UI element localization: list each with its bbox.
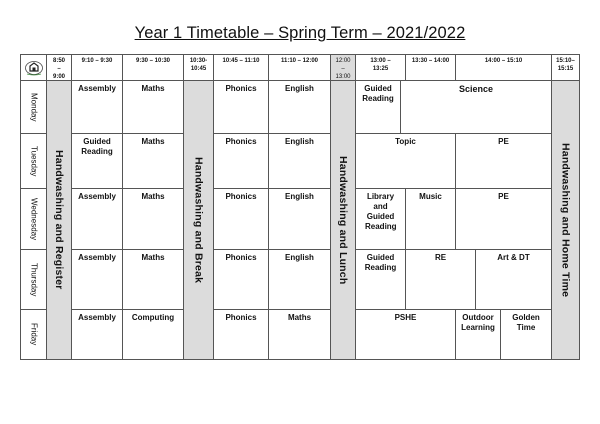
time-header-1330: 13:30 – 14:00: [405, 54, 456, 81]
page-title: Year 1 Timetable – Spring Term – 2021/2022: [134, 24, 466, 42]
lesson-friday-mid2: Maths: [268, 309, 331, 360]
school-logo-icon: [24, 59, 44, 77]
lesson-thursday-mid2: English: [268, 249, 331, 310]
lesson-tuesday-am2: Maths: [122, 133, 184, 189]
lesson-friday-am2: Computing: [122, 309, 184, 360]
lesson-tuesday-pm2: PE: [455, 133, 552, 189]
day-label-thursday: Thursday: [20, 249, 47, 310]
time-header-1030: 10:30- 10:45: [183, 54, 214, 81]
band-lunch: Handwashing and Lunch: [330, 80, 356, 360]
day-label-monday: Monday: [20, 80, 47, 134]
lesson-tuesday-mid1: Phonics: [213, 133, 269, 189]
lesson-wednesday-pm2: Music: [405, 188, 456, 250]
day-label-tuesday: Tuesday: [20, 133, 47, 189]
lesson-friday-pm2: Outdoor Learning: [455, 309, 501, 360]
lesson-wednesday-mid2: English: [268, 188, 331, 250]
lesson-wednesday-mid1: Phonics: [213, 188, 269, 250]
time-header-0930: 9:30 – 10:30: [122, 54, 184, 81]
time-header-1200: 12:00 – 13:00: [330, 54, 356, 81]
time-header-1400: 14:00 – 15:10: [455, 54, 552, 81]
time-header-1300: 13:00 – 13:25: [355, 54, 406, 81]
lesson-tuesday-pm1: Topic: [355, 133, 456, 189]
lesson-friday-mid1: Phonics: [213, 309, 269, 360]
lesson-monday-pm1: Guided Reading: [355, 80, 401, 134]
lesson-friday-pm1: PSHE: [355, 309, 456, 360]
lesson-thursday-am2: Maths: [122, 249, 184, 310]
lesson-monday-am1: Assembly: [71, 80, 123, 134]
band-break: Handwashing and Break: [183, 80, 214, 360]
day-label-friday: Friday: [20, 309, 47, 360]
day-label-wednesday: Wednesday: [20, 188, 47, 250]
lesson-wednesday-pm1: Library and Guided Reading: [355, 188, 406, 250]
time-header-0850: 8:50 – 9:00: [46, 54, 72, 81]
lesson-tuesday-am1: Guided Reading: [71, 133, 123, 189]
time-header-1045: 10:45 – 11:10: [213, 54, 269, 81]
logo-cell: [20, 54, 47, 81]
time-header-0910: 9:10 – 9:30: [71, 54, 123, 81]
lesson-thursday-pm2: RE: [405, 249, 476, 310]
lesson-thursday-pm3: Art & DT: [475, 249, 552, 310]
lesson-friday-am1: Assembly: [71, 309, 123, 360]
time-header-1510: 15:10– 15:15: [551, 54, 580, 81]
lesson-friday-pm3: Golden Time: [500, 309, 552, 360]
lesson-monday-pm2: Science: [400, 80, 552, 134]
lesson-wednesday-am2: Maths: [122, 188, 184, 250]
lesson-thursday-pm1: Guided Reading: [355, 249, 406, 310]
lesson-monday-mid1: Phonics: [213, 80, 269, 134]
lesson-monday-am2: Maths: [122, 80, 184, 134]
lesson-thursday-mid1: Phonics: [213, 249, 269, 310]
lesson-tuesday-mid2: English: [268, 133, 331, 189]
lesson-wednesday-am1: Assembly: [71, 188, 123, 250]
band-home-time: Handwashing and Home Time: [551, 80, 580, 360]
lesson-thursday-am1: Assembly: [71, 249, 123, 310]
time-header-1110: 11:10 – 12:00: [268, 54, 331, 81]
band-register: Handwashing and Register: [46, 80, 72, 360]
lesson-monday-mid2: English: [268, 80, 331, 134]
lesson-wednesday-pm3: PE: [455, 188, 552, 250]
